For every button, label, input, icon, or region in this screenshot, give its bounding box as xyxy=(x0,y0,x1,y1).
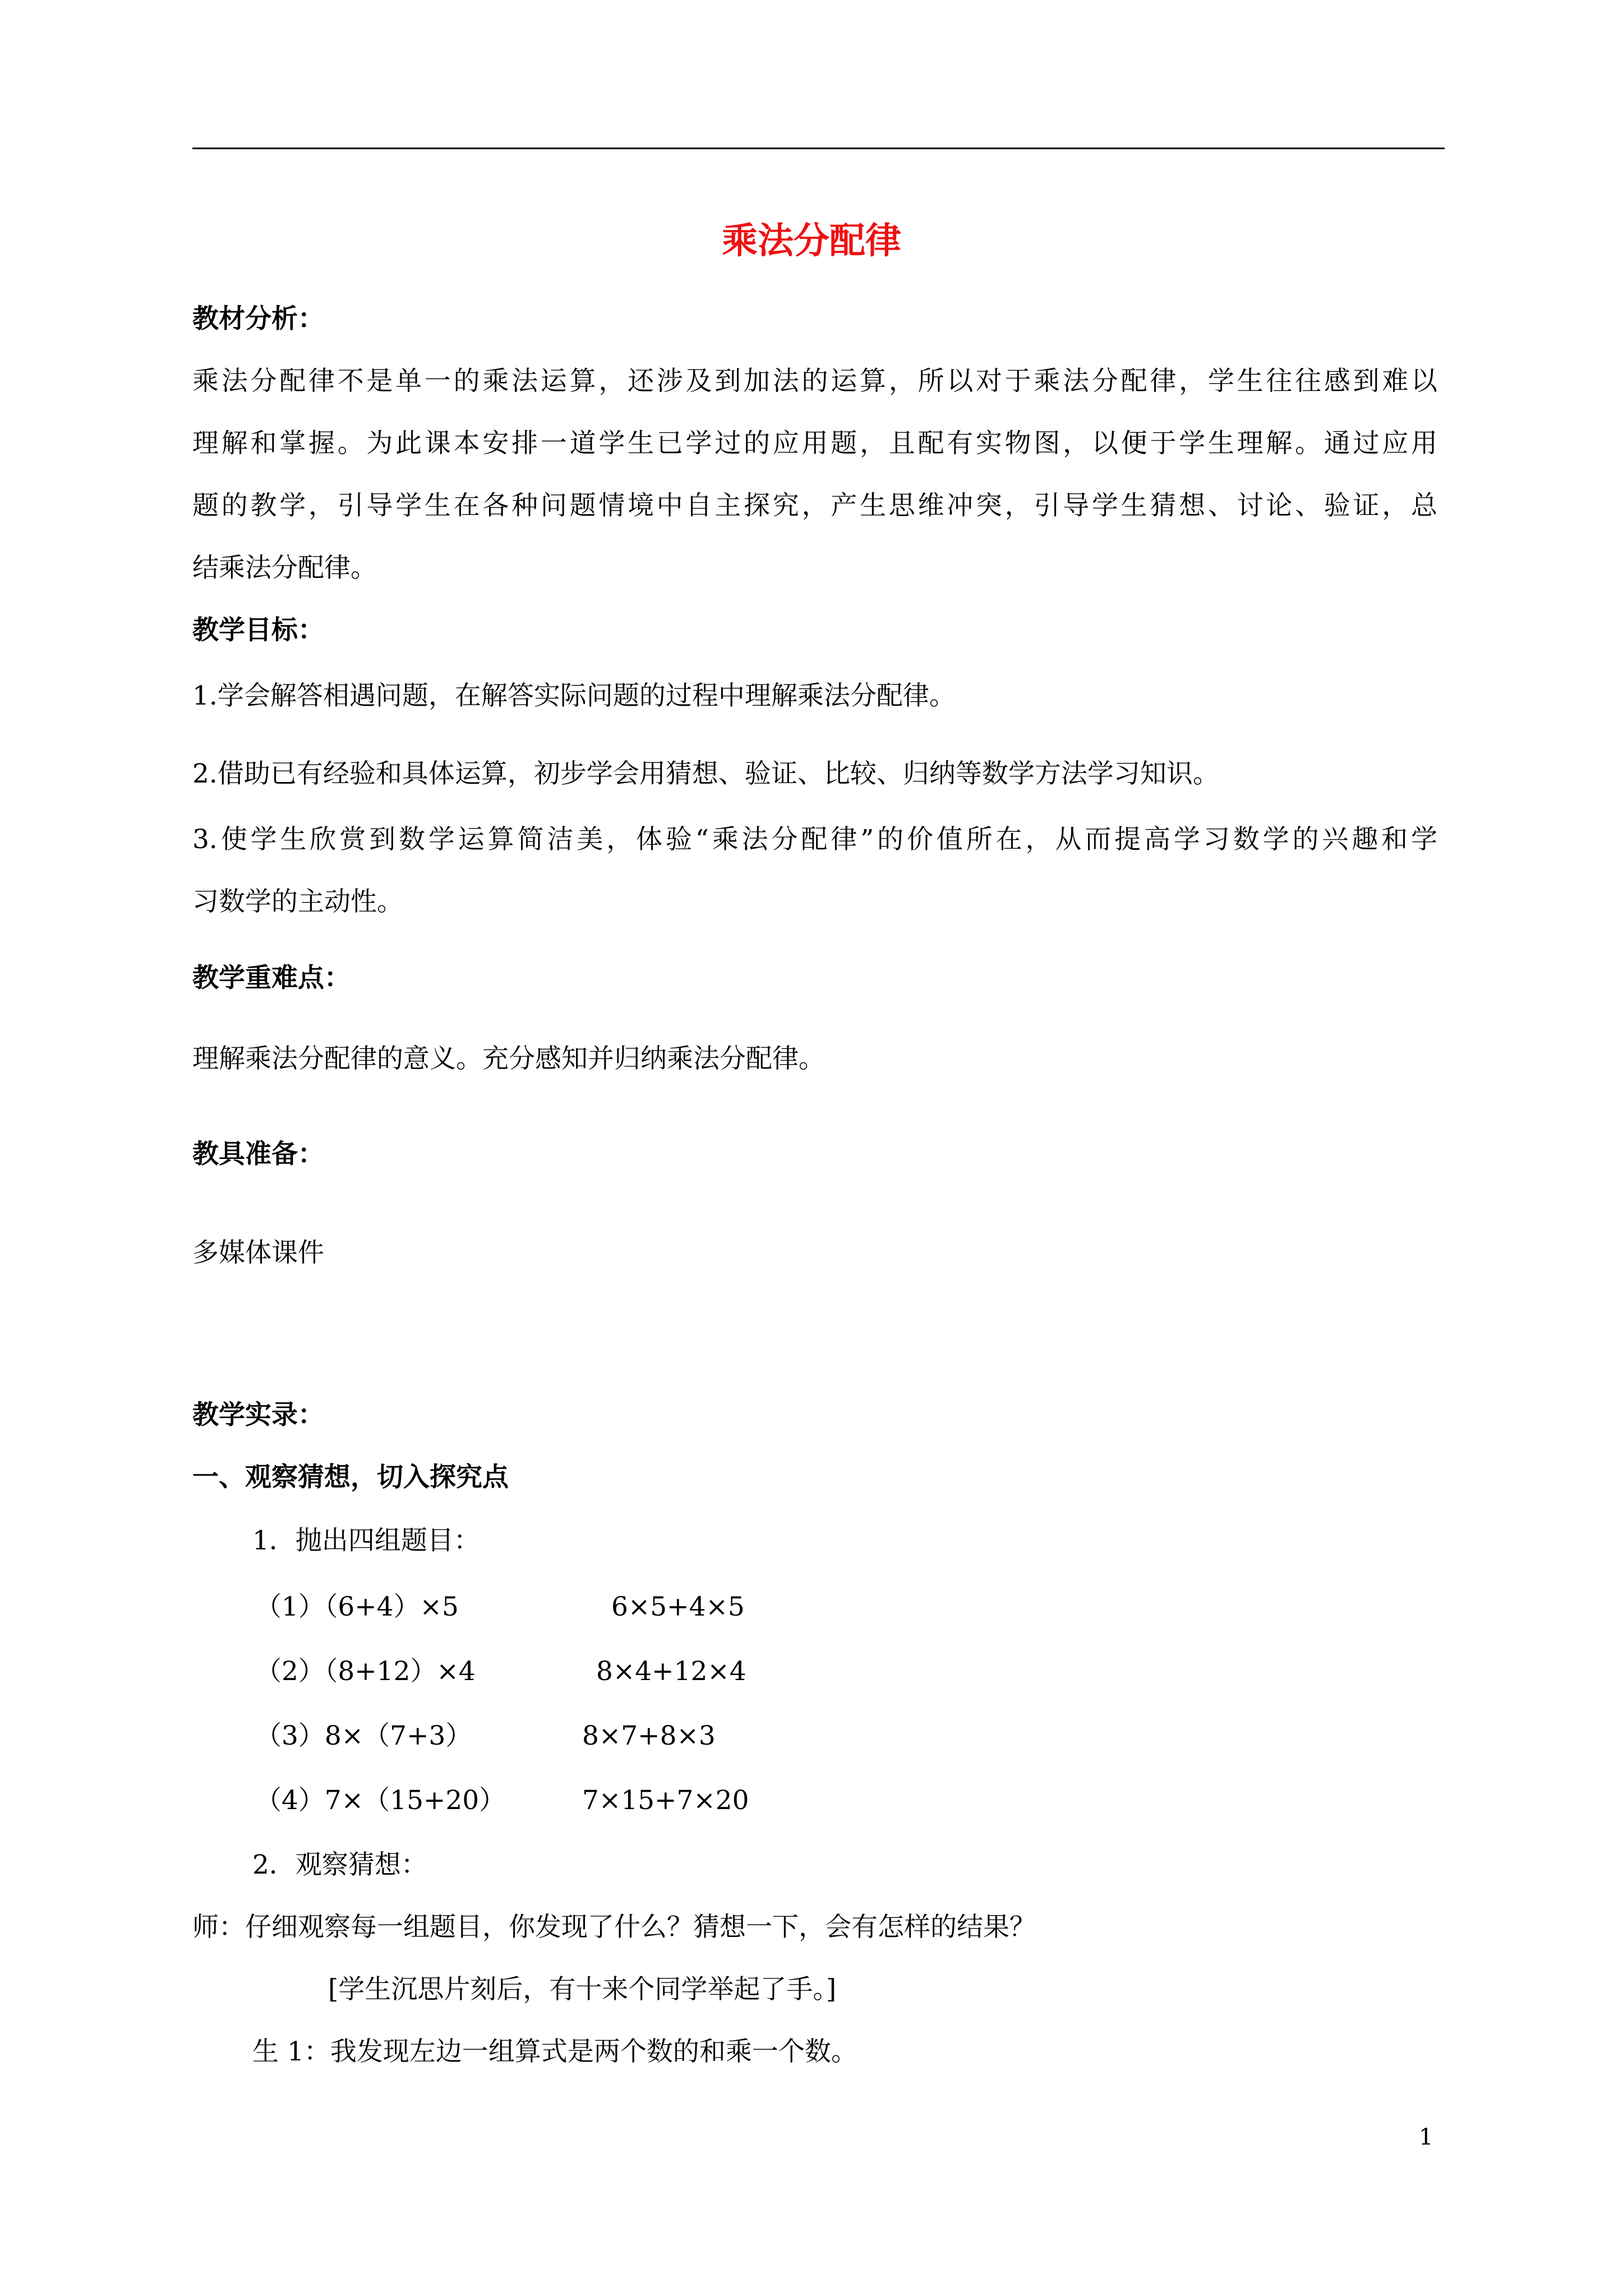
student1-line: 生 1：我发现左边一组算式是两个数的和乘一个数。 xyxy=(252,2036,857,2067)
part1-heading: 一、观察猜想，切入探究点 xyxy=(192,1462,509,1493)
expression-right-3: 8×7+8×3 xyxy=(582,1720,716,1751)
goal-item-3-cont: 习数学的主动性。 xyxy=(192,886,403,917)
analysis-line-4: 结乘法分配律。 xyxy=(192,553,377,583)
step2-text: 2．观察猜想： xyxy=(252,1849,427,1880)
expression-right-2: 8×4+12×4 xyxy=(596,1656,746,1687)
goals-heading: 教学目标： xyxy=(192,615,324,646)
goal-item-1: 1.学会解答相遇问题，在解答实际问题的过程中理解乘法分配律。 xyxy=(192,680,956,711)
expression-left-3: （3）8×（7+3） xyxy=(255,1720,472,1751)
expression-right-1: 6×5+4×5 xyxy=(611,1591,745,1622)
analysis-line-2: 理解和掌握。为此课本安排一道学生已学过的应用题，且配有实物图，以便于学生理解。通过应用 xyxy=(192,428,1437,459)
keypoints-text: 理解乘法分配律的意义。充分感知并归纳乘法分配律。 xyxy=(192,1043,825,1074)
expression-left-2: （2）（8+12）×4 xyxy=(255,1656,476,1687)
keypoints-heading: 教学重难点： xyxy=(192,963,351,993)
expression-left-1: （1）（6+4）×5 xyxy=(255,1591,459,1622)
header-rule xyxy=(192,148,1445,149)
analysis-line-3: 题的教学，引导学生在各种问题情境中自主探究，产生思维冲突，引导学生猜想、讨论、验证，总 xyxy=(192,490,1437,521)
tools-text: 多媒体课件 xyxy=(192,1237,324,1268)
step1-text: 1．抛出四组题目： xyxy=(252,1525,480,1556)
analysis-heading: 教材分析： xyxy=(192,303,324,334)
expression-right-4: 7×15+7×20 xyxy=(582,1785,749,1816)
goal-item-3: 3.使学生欣赏到数学运算简洁美，体验“乘法分配律”的价值所在，从而提高学习数学的兴趣和学 xyxy=(192,824,1437,855)
page-number: 1 xyxy=(1419,2124,1433,2150)
record-heading: 教学实录： xyxy=(192,1400,324,1430)
page-title: 乘法分配律 xyxy=(722,220,901,262)
analysis-line-1: 乘法分配律不是单一的乘法运算，还涉及到加法的运算，所以对于乘法分配律，学生往往感到难以 xyxy=(192,366,1437,397)
teacher-line: 师：仔细观察每一组题目，你发现了什么？猜想一下，会有怎样的结果？ xyxy=(192,1912,1036,1943)
goal-item-2: 2.借助已有经验和具体运算，初步学会用猜想、验证、比较、归纳等数学方法学习知识。 xyxy=(192,758,1219,789)
expression-left-4: （4）7×（15+20） xyxy=(255,1785,506,1816)
student-note: [学生沉思片刻后，有十来个同学举起了手。] xyxy=(328,1974,837,2005)
tools-heading: 教具准备： xyxy=(192,1139,324,1170)
